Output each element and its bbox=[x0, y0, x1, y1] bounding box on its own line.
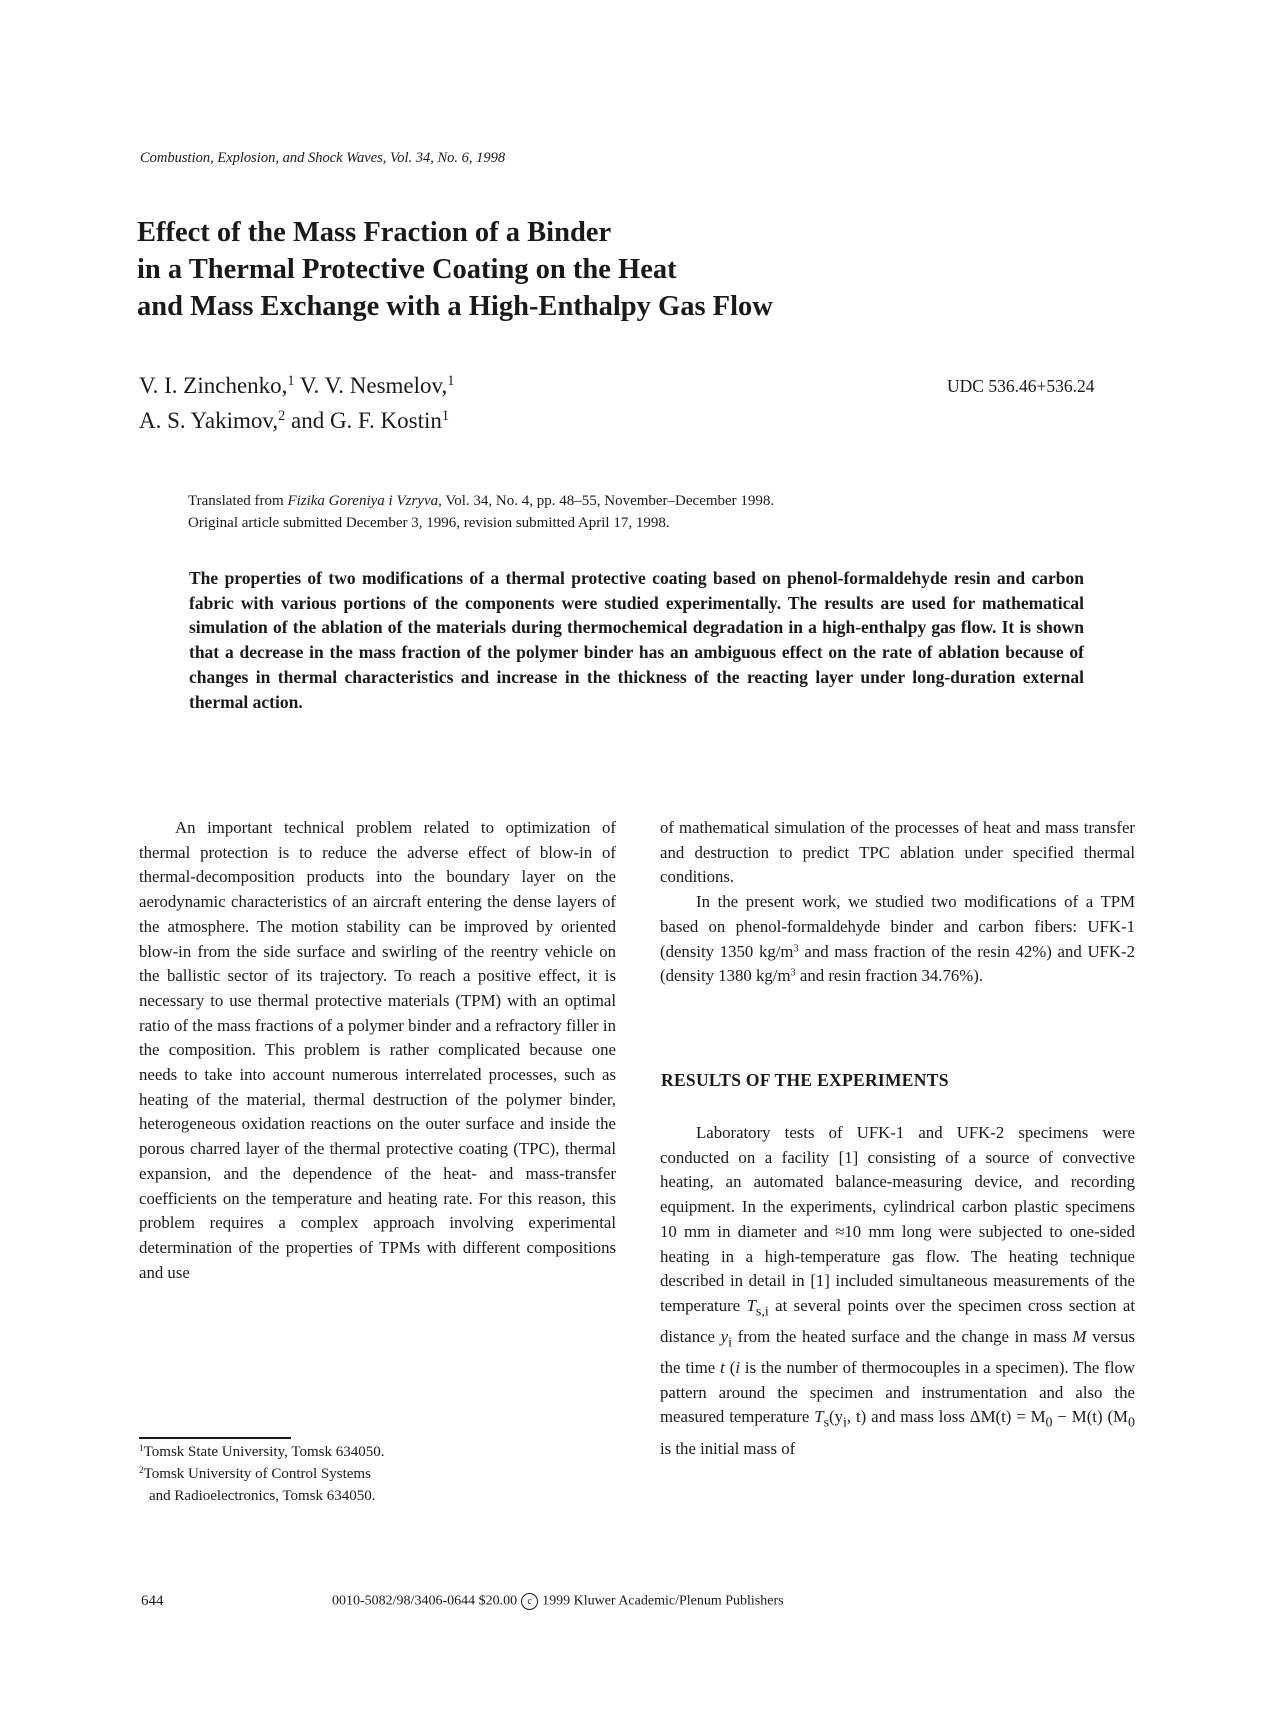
footnote-divider bbox=[139, 1437, 291, 1439]
article-code: 0010-5082/98/3406-0644 $20.00 bbox=[332, 1593, 518, 1609]
right-column-top bbox=[660, 816, 1135, 989]
title-line: in a Thermal Protective Coating on the Heat bbox=[137, 254, 677, 285]
footnote-mark: 1 bbox=[139, 1443, 144, 1454]
affiliation-mark: 2 bbox=[278, 408, 286, 425]
text-run: In the present work, we studied two modifications of a TPM based on phenol-formaldehyde binder and carbon fibers: UFK-1 (density 1350 kg/m bbox=[660, 892, 1135, 961]
copyright-icon: c bbox=[521, 1593, 538, 1610]
math-symbol: M bbox=[1072, 1326, 1087, 1346]
text-run: Laboratory tests of UFK-1 and UFK-2 specimens were conducted on a facility [1] consisting of a source of convective heating, an automated balance-measuring device, and recording equipment. In the experiments, cylindrical carbon plastic specimens 10 mm in diameter and ≈10 mm long were subjected to one-sided heating in a high-temperature gas flow. The heating technique described in detail in [1] included simultaneous measurements of the temperature bbox=[660, 1123, 1135, 1315]
text-run: ( bbox=[724, 1358, 736, 1378]
title-line: Effect of the Mass Fraction of a Binder bbox=[137, 217, 612, 248]
author-name: A. S. Yakimov, bbox=[139, 408, 279, 433]
page-number: 644 bbox=[141, 1593, 164, 1609]
subscript: s,i bbox=[755, 1304, 769, 1320]
author-name: V. I. Zinchenko, bbox=[139, 373, 288, 398]
translated-from bbox=[188, 490, 774, 512]
math-symbol: T bbox=[746, 1295, 756, 1315]
subscript: i bbox=[728, 1335, 732, 1351]
subscript: 0 bbox=[1045, 1415, 1053, 1431]
math-symbol: t bbox=[720, 1358, 725, 1378]
author-line bbox=[139, 403, 454, 438]
abstract: The properties of two modifications of a thermal protective coating based on phenol-formaldehyde resin and carbon fabric with various portions of the components were studied experimentally. The results are used for mathematical simulation of the ablation of the materials during thermochemical degradation in a high-enthalpy gas flow. It is shown that a decrease in the mass fraction of the polymer binder has an ambiguous effect on the rate of ablation because of changes in thermal characteristics and increase in the thickness of the reacting layer under long-duration external thermal action. bbox=[189, 568, 1084, 712]
title-line: and Mass Exchange with a High-Enthalpy Gas Flow bbox=[137, 291, 773, 322]
text-run: (y bbox=[829, 1407, 844, 1427]
translated-suffix: , Vol. 34, No. 4, pp. 48–55, November–December 1998. bbox=[438, 493, 775, 509]
subscript: i bbox=[843, 1415, 847, 1431]
superscript: 3 bbox=[790, 967, 796, 979]
author-name: and G. F. Kostin bbox=[285, 408, 442, 433]
footnote-text: Tomsk State University, Tomsk 634050. bbox=[143, 1444, 385, 1460]
publisher: 1999 Kluwer Academic/Plenum Publishers bbox=[542, 1593, 784, 1609]
intro-paragraph: An important technical problem related to optimization of thermal protection is to reduce the adverse effect of blow-in of thermal-decomposition products into the boundary layer on the aerodynamic characteristics of an aircraft entering the dense layers of the atmosphere. The motion stability can be improved by oriented blow-in from the side surface and swirling of the reentry vehicle on the ballistic sector of its trajectory. To reach a positive effect, it is necessary to use thermal protective materials (TPM) with an optimal ratio of the mass fractions of a polymer binder and a refractory filler in the composition. This problem is rather complicated because one needs to take into account numerous interrelated processes, such as heating of the material, thermal destruction of the polymer binder, heterogeneous oxidation reactions on the outer surface and inside the porous charred layer of the thermal protective coating (TPC), thermal expansion, and the dependence of the heat- and mass-transfer coefficients on the temperature and heating rate. For this reason, this problem requires a complex approach involving experimental determination of the properties of TPMs with different compositions and use bbox=[139, 818, 616, 1282]
text-run: − M(t) (M bbox=[1052, 1407, 1128, 1427]
affiliation-mark: 1 bbox=[287, 373, 295, 390]
footnote-2 bbox=[139, 1463, 384, 1485]
footnote-2-continued: and Radioelectronics, Tomsk 634050. bbox=[149, 1488, 376, 1504]
text-run: and resin fraction 34.76%). bbox=[795, 966, 984, 986]
footnote-text: Tomsk University of Control Systems bbox=[143, 1466, 371, 1482]
experiments-paragraph bbox=[660, 1121, 1135, 1461]
article-title bbox=[137, 214, 997, 325]
text-run: is the initial mass of bbox=[660, 1438, 796, 1458]
translation-note bbox=[188, 490, 774, 534]
subscript: s bbox=[823, 1415, 830, 1431]
affiliation-mark: 1 bbox=[441, 408, 449, 425]
text-run: and mass fraction of the resin 42%) and UFK-2 (density 1380 kg/m bbox=[660, 941, 1135, 986]
source-journal: Fizika Goreniya i Vzryva bbox=[287, 493, 439, 509]
right-column-bottom bbox=[660, 1121, 1135, 1461]
footnote-mark: 2 bbox=[139, 1465, 144, 1476]
copyright-line bbox=[332, 1593, 784, 1610]
left-column bbox=[139, 816, 616, 1285]
text-run: versus the time bbox=[660, 1326, 1135, 1378]
footnotes bbox=[139, 1441, 384, 1507]
text-run: from the heated surface and the change in mass bbox=[731, 1326, 1073, 1346]
journal-header: Combustion, Explosion, and Shock Waves, Vol. 34, No. 6, 1998 bbox=[140, 150, 506, 166]
author-line bbox=[139, 368, 454, 403]
text-run: , t) and mass loss ΔM(t) = M bbox=[846, 1407, 1046, 1427]
subscript: 0 bbox=[1127, 1415, 1135, 1431]
author-name: V. V. Nesmelov, bbox=[294, 373, 448, 398]
text-run: is the number of thermocouples in a specimen). The flow pattern around the specimen and instrumentation and also the measured temperature bbox=[660, 1358, 1136, 1427]
translated-prefix: Translated from bbox=[188, 493, 288, 509]
udc-code: UDC 536.46+536.24 bbox=[947, 376, 1095, 396]
affiliation-mark: 1 bbox=[447, 373, 455, 390]
section-heading: RESULTS OF THE EXPERIMENTS bbox=[661, 1070, 949, 1090]
math-symbol: i bbox=[735, 1358, 740, 1378]
footnote-1 bbox=[139, 1441, 384, 1463]
continued-paragraph: of mathematical simulation of the processes of heat and mass transfer and destruction to predict TPC ablation under specified thermal conditions. bbox=[660, 818, 1135, 887]
author-list bbox=[139, 368, 454, 438]
math-symbol: y bbox=[720, 1326, 729, 1346]
text-run: at several points over the specimen cross section at distance bbox=[660, 1295, 1135, 1346]
superscript: 3 bbox=[793, 942, 799, 954]
math-symbol: T bbox=[814, 1407, 824, 1427]
submission-dates: Original article submitted December 3, 1996, revision submitted April 17, 1998. bbox=[188, 515, 670, 531]
materials-paragraph bbox=[660, 890, 1135, 989]
